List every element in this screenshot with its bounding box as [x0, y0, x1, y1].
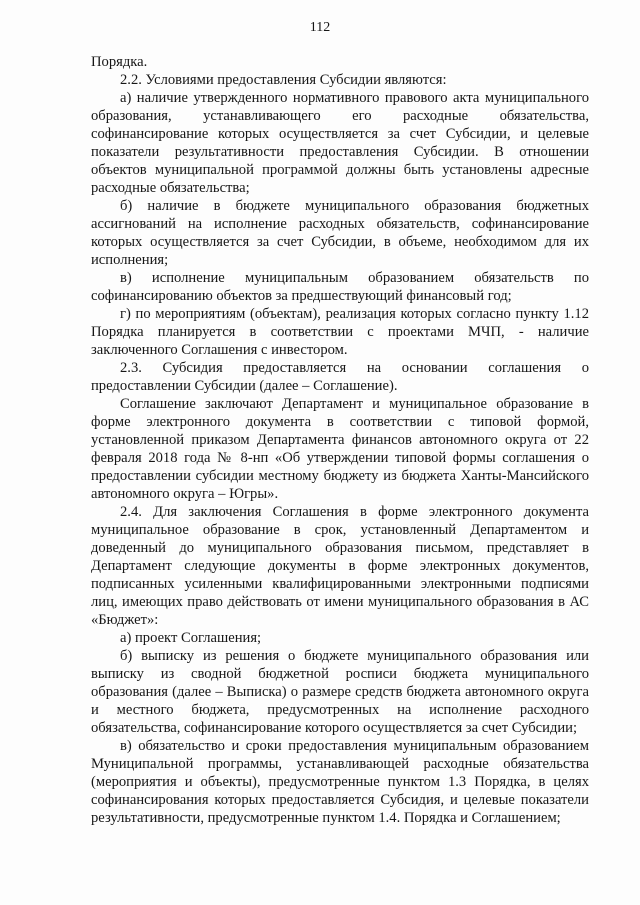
paragraph-12: в) обязательство и сроки предоставления муниципальным образованием Муниципальной программы, устанавливающей расходные обязательства (мероприятия и объекты), предусмотренные пунктом 1.3 Порядка, в целях софинансирования которых предоставляется Субсидия, и целевые показатели результативности, предусмотренные пунктом 1.4. Порядка и Соглашением; — [91, 738, 589, 826]
page-number: 112 — [309, 20, 331, 35]
paragraph-11: б) выписку из решения о бюджете муниципального образования или выписку из сводной бюджетной росписи бюджета муниципального образования (далее – Выписка) о размере средств бюджета автономного округа и местного бюджета, предусмотренных на исполнение расходного обязательства, софинансирование которого осуществляется за счет Субсидии; — [91, 648, 589, 736]
paragraph-4: б) наличие в бюджете муниципального образования бюджетных ассигнований на исполнение расходных обязательств, софинансирование которых осуществляется за счет Субсидии, в объеме, необходимом для их исполнения; — [91, 198, 589, 268]
paragraph-5: в) исполнение муниципальным образованием обязательств по софинансированию объектов за предшествующий финансовый год; — [91, 270, 589, 304]
paragraph-2: 2.2. Условиями предоставления Субсидии являются: — [120, 72, 447, 88]
paragraph-1: Порядка. — [91, 54, 148, 70]
paragraph-9: 2.4. Для заключения Соглашения в форме электронного документа муниципальное образование в срок, установленный Департаментом и доведенный до муниципального образования письмом, представляет в Департамент следующие документы в форме электронных документов, подписанных усиленными квалифицированными электронными подписями лиц, имеющих право действовать от имени муниципального образования в АС «Бюджет»: — [91, 504, 589, 628]
paragraph-6: г) по мероприятиям (объектам), реализация которых согласно пункту 1.12 Порядка планируется в соответствии с проектами МЧП, - наличие заключенного Соглашения с инвестором. — [91, 306, 589, 358]
paragraph-8: Соглашение заключают Департамент и муниципальное образование в форме электронного документа в соответствии с типовой формой, установленной приказом Департамента финансов автономного округа от 22 февраля 2018 года № 8-нп «Об утверждении типовой формы соглашения о предоставлении субсидии местному бюджету из бюджета Ханты-Мансийского автономного округа – Югры». — [91, 396, 589, 502]
paragraph-3: а) наличие утвержденного нормативного правового акта муниципального образования, устанавливающего его расходные обязательства, софинансирование которых осуществляется за счет Субсидии, и целевые показатели результативности предоставления Субсидии. В отношении объектов муниципальной программой должны быть установлены адресные расходные обязательства; — [91, 90, 589, 196]
document-body — [91, 51, 589, 827]
paragraph-7: 2.3. Субсидия предоставляется на основании соглашения о предоставлении Субсидии (далее – Соглашение). — [91, 360, 589, 394]
paragraph-10: а) проект Соглашения; — [120, 630, 262, 646]
